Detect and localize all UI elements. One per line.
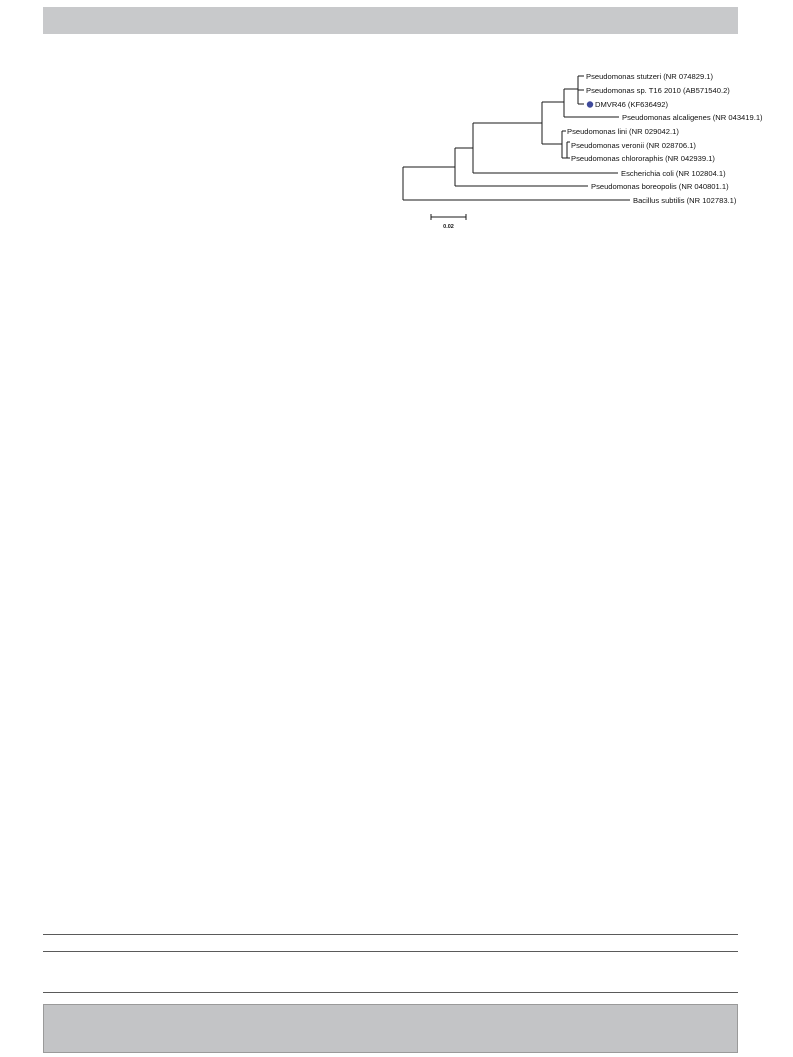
footer-band: [43, 1004, 738, 1053]
leaf-label-chlororaphis: Pseudomonas chlororaphis (NR 042939.1): [571, 154, 715, 163]
divider-line: [43, 992, 738, 993]
leaf-label-subtilis: Bacillus subtilis (NR 102783.1): [633, 196, 737, 205]
divider-line: [43, 934, 738, 935]
leaf-label-sp-t16: Pseudomonas sp. T16 2010 (AB571540.2): [586, 86, 730, 95]
leaf-label-alcaligenes: Pseudomonas alcaligenes (NR 043419.1): [622, 113, 763, 122]
divider-line: [43, 951, 738, 952]
phylogenetic-tree: [0, 0, 793, 260]
scale-bar-label: 0.02: [443, 224, 454, 230]
leaf-label-stutzeri: Pseudomonas stutzeri (NR 074829.1): [586, 72, 714, 81]
scale-bar: [431, 214, 466, 230]
leaf-label-dmvr46: DMVR46 (KF636492): [595, 100, 669, 109]
leaf-label-veronii: Pseudomonas veronii (NR 028706.1): [571, 141, 696, 150]
leaf-label-ecoli: Escherichia coli (NR 102804.1): [621, 169, 726, 178]
leaf-label-lini: Pseudomonas lini (NR 029042.1): [567, 127, 679, 136]
leaf-label-boreopolis: Pseudomonas boreopolis (NR 040801.1): [591, 182, 729, 191]
query-sequence-marker: [587, 101, 593, 107]
